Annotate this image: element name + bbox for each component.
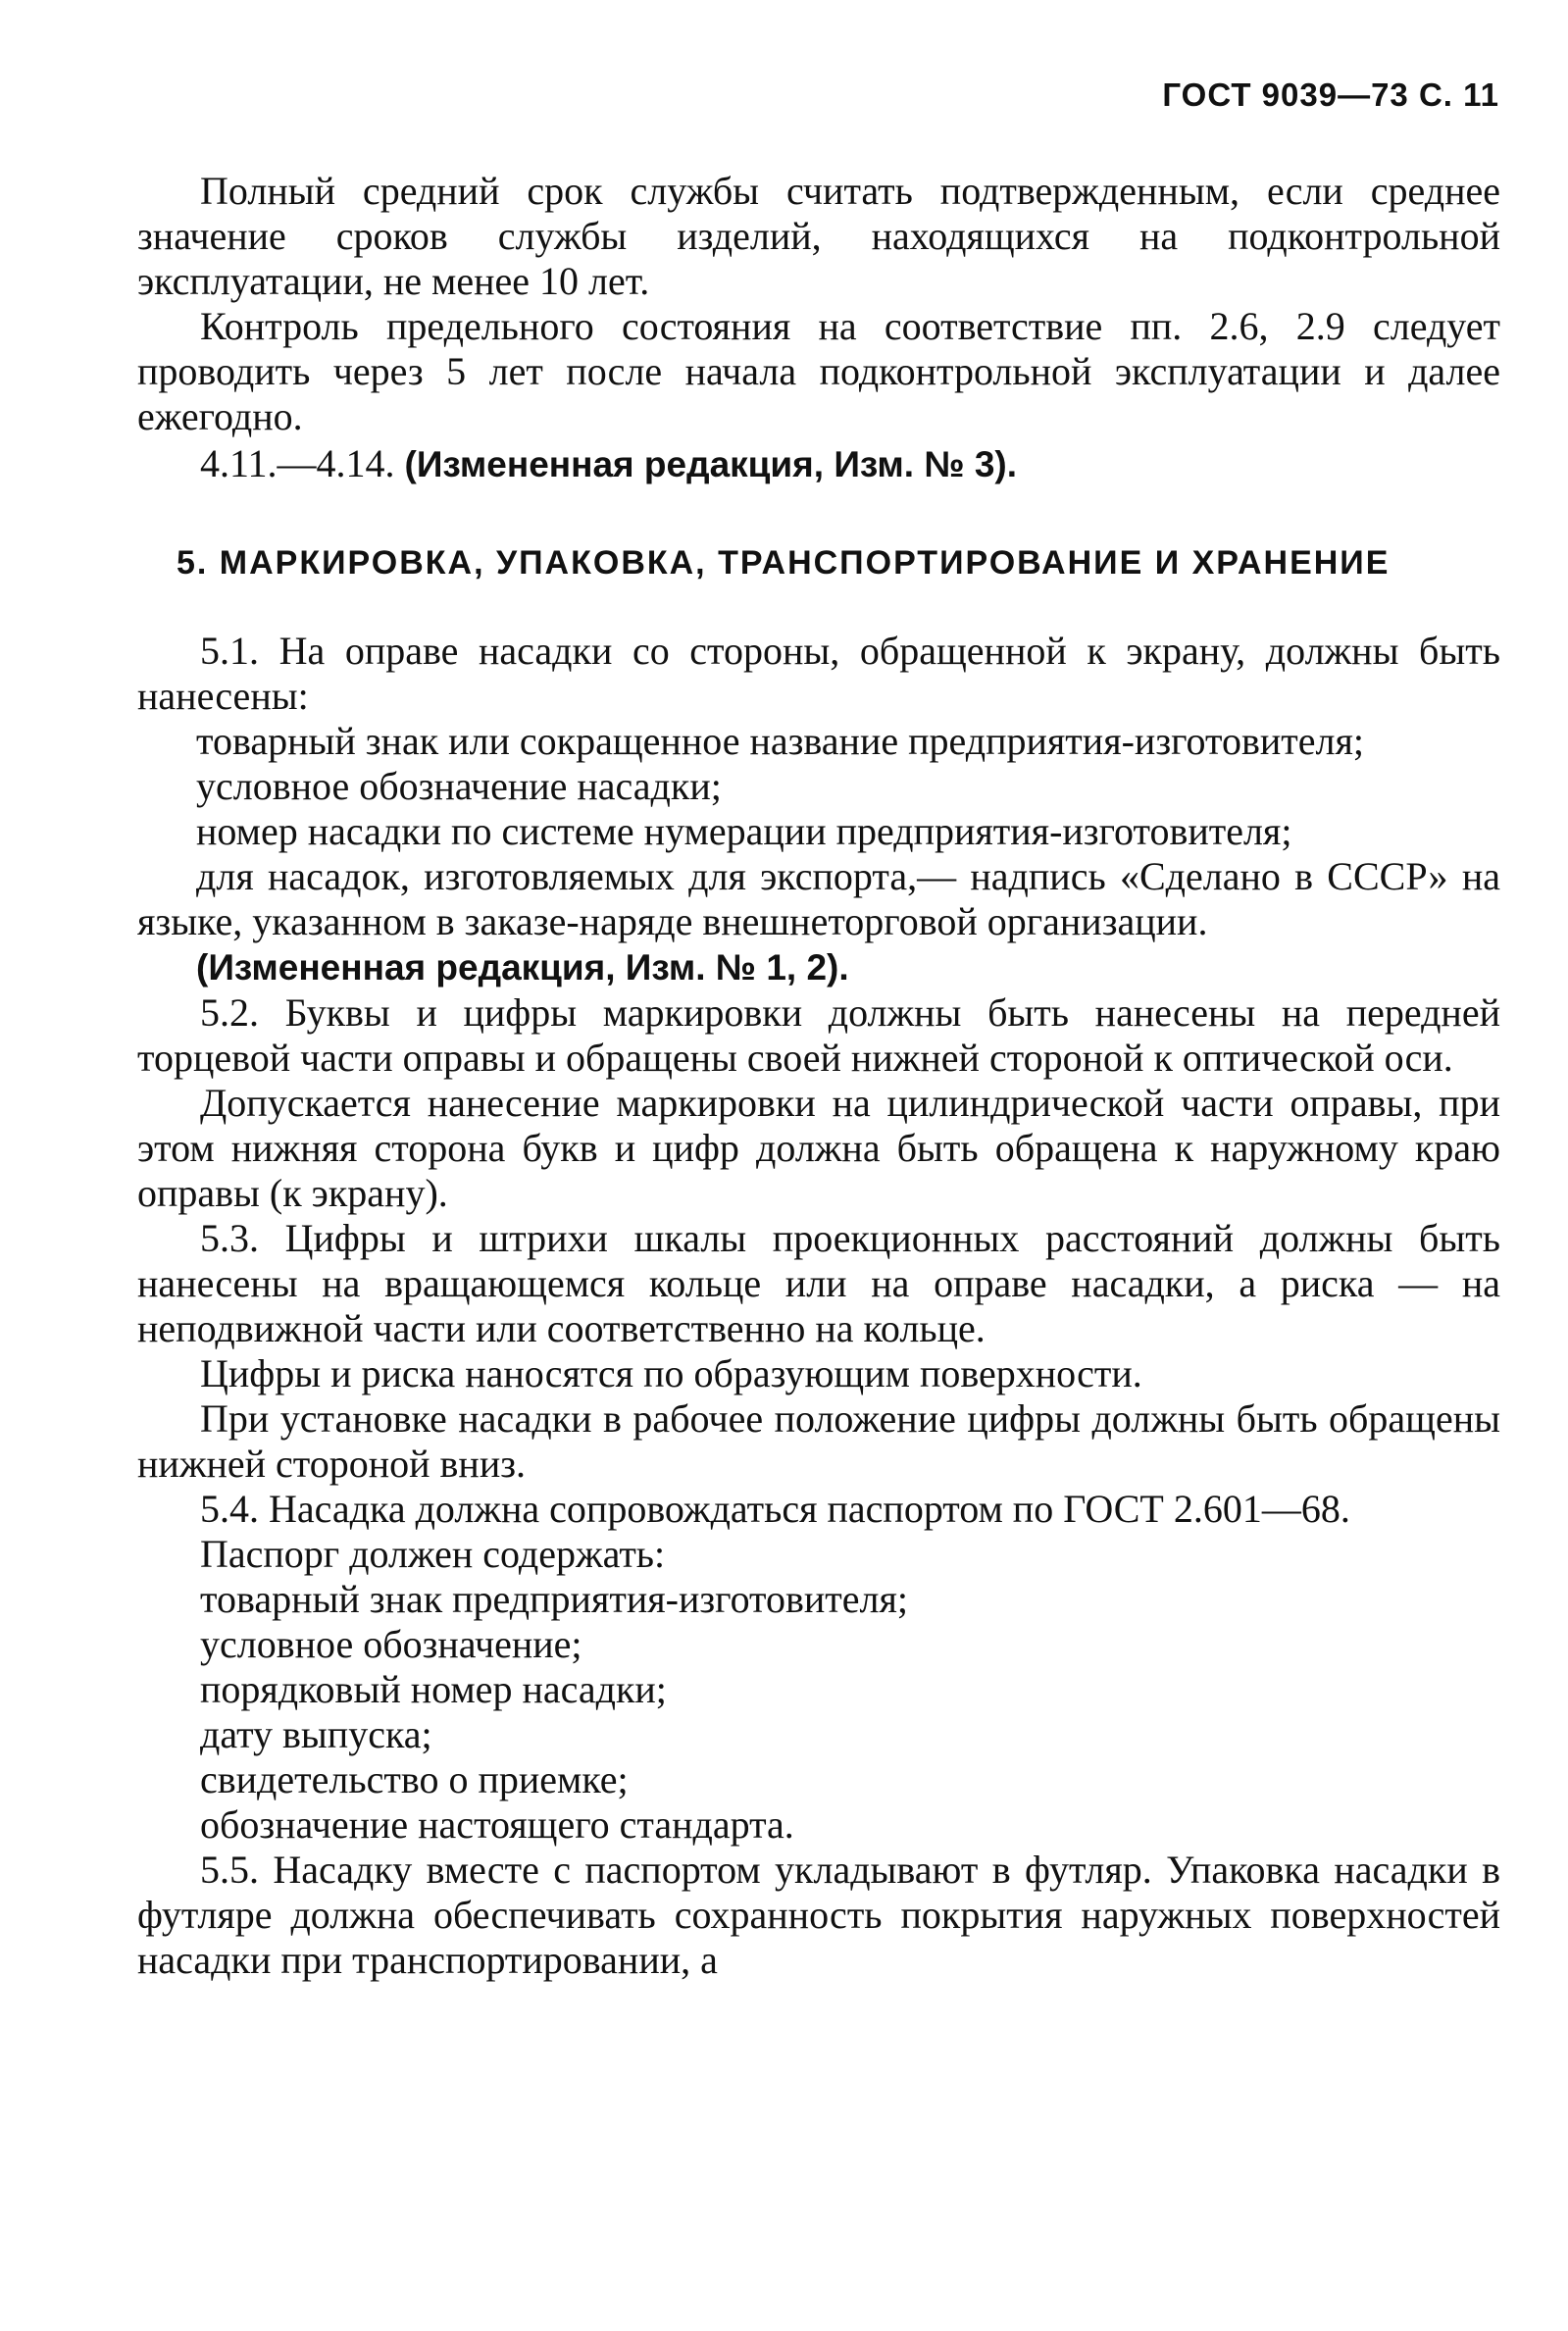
list-item: товарный знак предприятия-изготовителя; [200,1577,908,1621]
list-item: порядковый номер насадки; [200,1667,667,1711]
paragraph: Паспорг должен содержать: [200,1532,666,1576]
document-body [137,169,1500,1983]
section-heading: 5. МАРКИРОВКА, УПАКОВКА, ТРАНСПОРТИРОВАНИЕ И ХРАНЕНИЕ [177,544,1391,582]
list-item: обозначение настоящего стандарта. [200,1802,794,1847]
amendment-label: (Измененная редакция, Изм. № 3). [404,444,1018,484]
paragraph: Контроль предельного состояния на соответствие пп. 2.6, 2.9 следует проводить через 5 лет после начала подконтрольной эксплуатации и далее ежегодно. [137,304,1500,438]
paragraph: Допускается нанесение маркировки на цилиндрической части оправы, при этом нижняя сторона букв и цифр должна быть обращена к наружному краю оправы (к экрану). [137,1081,1500,1215]
paragraph: При установке насадки в рабочее положение цифры должны быть обращены нижней стороной вниз. [137,1396,1500,1486]
list-item: для насадок, изготовляемых для экспорта,— надпись «Сделано в СССР» на языке, указанном в заказе-наряде внешнеторговой организации. [137,854,1500,943]
amendment-note [137,944,1500,990]
clause-5-3: 5.3. Цифры и штрихи шкалы проекционных расстояний должны быть нанесены на вращающемся кольце или на оправе насадки, а риска — на неподвижной части или соответственно на кольце. [137,1216,1500,1350]
list-item: товарный знак или сокращенное название предприятия-изготовителя; [196,719,1364,763]
amendment-note [137,441,1500,487]
list-item: условное обозначение насадки; [196,764,722,808]
list-item: свидетельство о приемке; [200,1757,629,1801]
clause-5-2: 5.2. Буквы и цифры маркировки должны быть нанесены на передней торцевой части оправы и обращены своей нижней стороной к оптической оси. [137,990,1500,1080]
list-item: номер насадки по системе нумерации предприятия-изготовителя; [196,809,1292,853]
list-item: дату выпуска; [200,1712,432,1756]
clause-5-5: 5.5. Насадку вместе с паспортом укладывают в футляр. Упаковка насадки в футляре должна обеспечивать сохранность покрытия наружных поверхностей насадки при транспортировании, а [137,1848,1500,1982]
page-header: ГОСТ 9039—73 С. 11 [1162,76,1499,113]
paragraph: Цифры и риска наносятся по образующим поверхности. [200,1351,1142,1395]
paragraph: Полный средний срок службы считать подтвержденным, если среднее значение сроков службы изделий, находящихся на подконтрольной эксплуатации, не менее 10 лет. [137,169,1500,303]
clause-range: 4.11.—4.14. [200,441,405,485]
clause-5-4: 5.4. Насадка должна сопровождаться паспортом по ГОСТ 2.601—68. [200,1487,1350,1531]
amendment-label: (Измененная редакция, Изм. № 1, 2). [196,947,849,988]
clause-5-1: 5.1. На оправе насадки со стороны, обращенной к экрану, должны быть нанесены: [137,629,1500,718]
list-item: условное обозначение; [200,1622,582,1666]
